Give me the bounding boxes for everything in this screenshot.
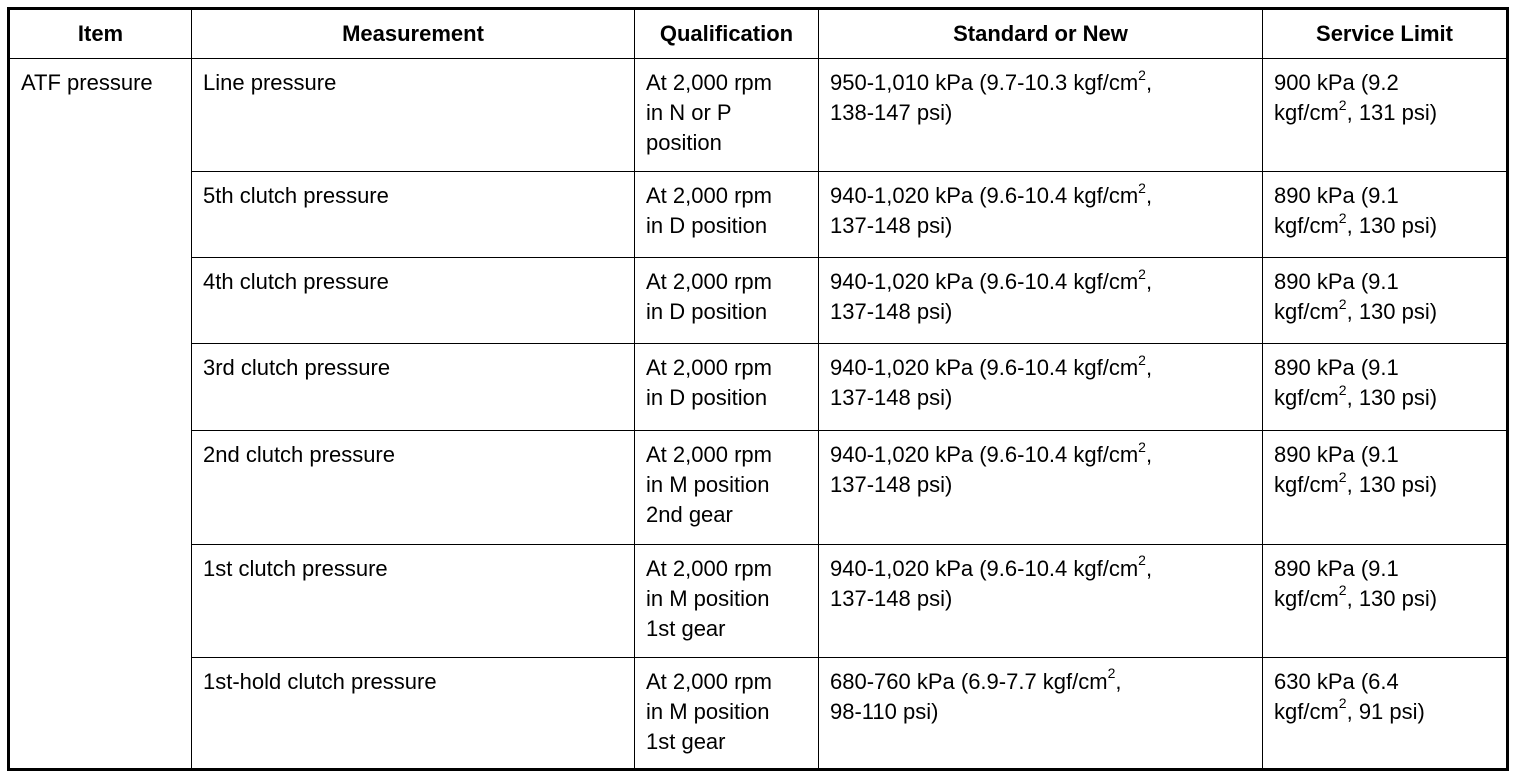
qualification-cell: At 2,000 rpm in M position 2nd gear — [635, 431, 819, 544]
header-service-limit: Service Limit — [1263, 9, 1508, 59]
item-cell — [9, 59, 192, 770]
header-qualification: Qualification — [635, 9, 819, 59]
service-limit-cell: 890 kPa (9.1 kgf/$cm^2$, 130 psi) — [1263, 172, 1508, 258]
qualification-cell: At 2,000 rpm in D position — [635, 258, 819, 344]
qualification-cell: At 2,000 rpm in D position — [635, 344, 819, 431]
table-row — [9, 657, 1508, 769]
service-limit-cell: 630 kPa (6.4 kgf/$cm^2$, 91 psi) — [1263, 657, 1508, 769]
measurement-cell: Line pressure — [192, 59, 635, 172]
qualification-cell: At 2,000 rpm in N or P position — [635, 59, 819, 172]
standard-cell: 680-760 kPa (6.9-7.7 kgf/$cm^2$, 98-110 psi) — [819, 657, 1263, 769]
header-standard: Standard or New — [819, 9, 1263, 59]
service-limit-cell: 890 kPa (9.1 kgf/$cm^2$, 130 psi) — [1263, 258, 1508, 344]
measurement-cell: 1st-hold clutch pressure — [192, 657, 635, 769]
service-limit-cell: 890 kPa (9.1 kgf/$cm^2$, 130 psi) — [1263, 544, 1508, 657]
measurement-cell: 3rd clutch pressure — [192, 344, 635, 431]
standard-cell: 940-1,020 kPa (9.6-10.4 kgf/$cm^2$, 137-148 psi) — [819, 258, 1263, 344]
standard-cell: 940-1,020 kPa (9.6-10.4 kgf/$cm^2$, 137-148 psi) — [819, 344, 1263, 431]
qualification-cell: At 2,000 rpm in M position 1st gear — [635, 544, 819, 657]
measurement-cell: 1st clutch pressure — [192, 544, 635, 657]
measurement-cell: 2nd clutch pressure — [192, 431, 635, 544]
header-item: Item — [9, 9, 192, 59]
standard-cell: 940-1,020 kPa (9.6-10.4 kgf/$cm^2$, 137-148 psi) — [819, 544, 1263, 657]
measurement-cell: 5th clutch pressure — [192, 172, 635, 258]
table-row — [9, 544, 1508, 657]
table-row — [9, 431, 1508, 544]
table-row — [9, 59, 1508, 172]
service-limit-cell: 890 kPa (9.1 kgf/$cm^2$, 130 psi) — [1263, 431, 1508, 544]
qualification-cell: At 2,000 rpm in D position — [635, 172, 819, 258]
item-label: ATF pressure — [21, 70, 153, 95]
table-row — [9, 172, 1508, 258]
standard-cell: 950-1,010 kPa (9.7-10.3 kgf/$cm^2$, 138-147 psi) — [819, 59, 1263, 172]
table-row — [9, 258, 1508, 344]
standard-cell: 940-1,020 kPa (9.6-10.4 kgf/$cm^2$, 137-148 psi) — [819, 172, 1263, 258]
qualification-cell: At 2,000 rpm in M position 1st gear — [635, 657, 819, 769]
service-limit-cell: 900 kPa (9.2 kgf/$cm^2$, 131 psi) — [1263, 59, 1508, 172]
standard-cell: 940-1,020 kPa (9.6-10.4 kgf/$cm^2$, 137-148 psi) — [819, 431, 1263, 544]
header-measurement: Measurement — [192, 9, 635, 59]
measurement-cell: 4th clutch pressure — [192, 258, 635, 344]
service-limit-cell: 890 kPa (9.1 kgf/$cm^2$, 130 psi) — [1263, 344, 1508, 431]
atf-pressure-spec-table — [7, 7, 1509, 771]
table-header-row — [9, 9, 1508, 59]
table-row — [9, 344, 1508, 431]
